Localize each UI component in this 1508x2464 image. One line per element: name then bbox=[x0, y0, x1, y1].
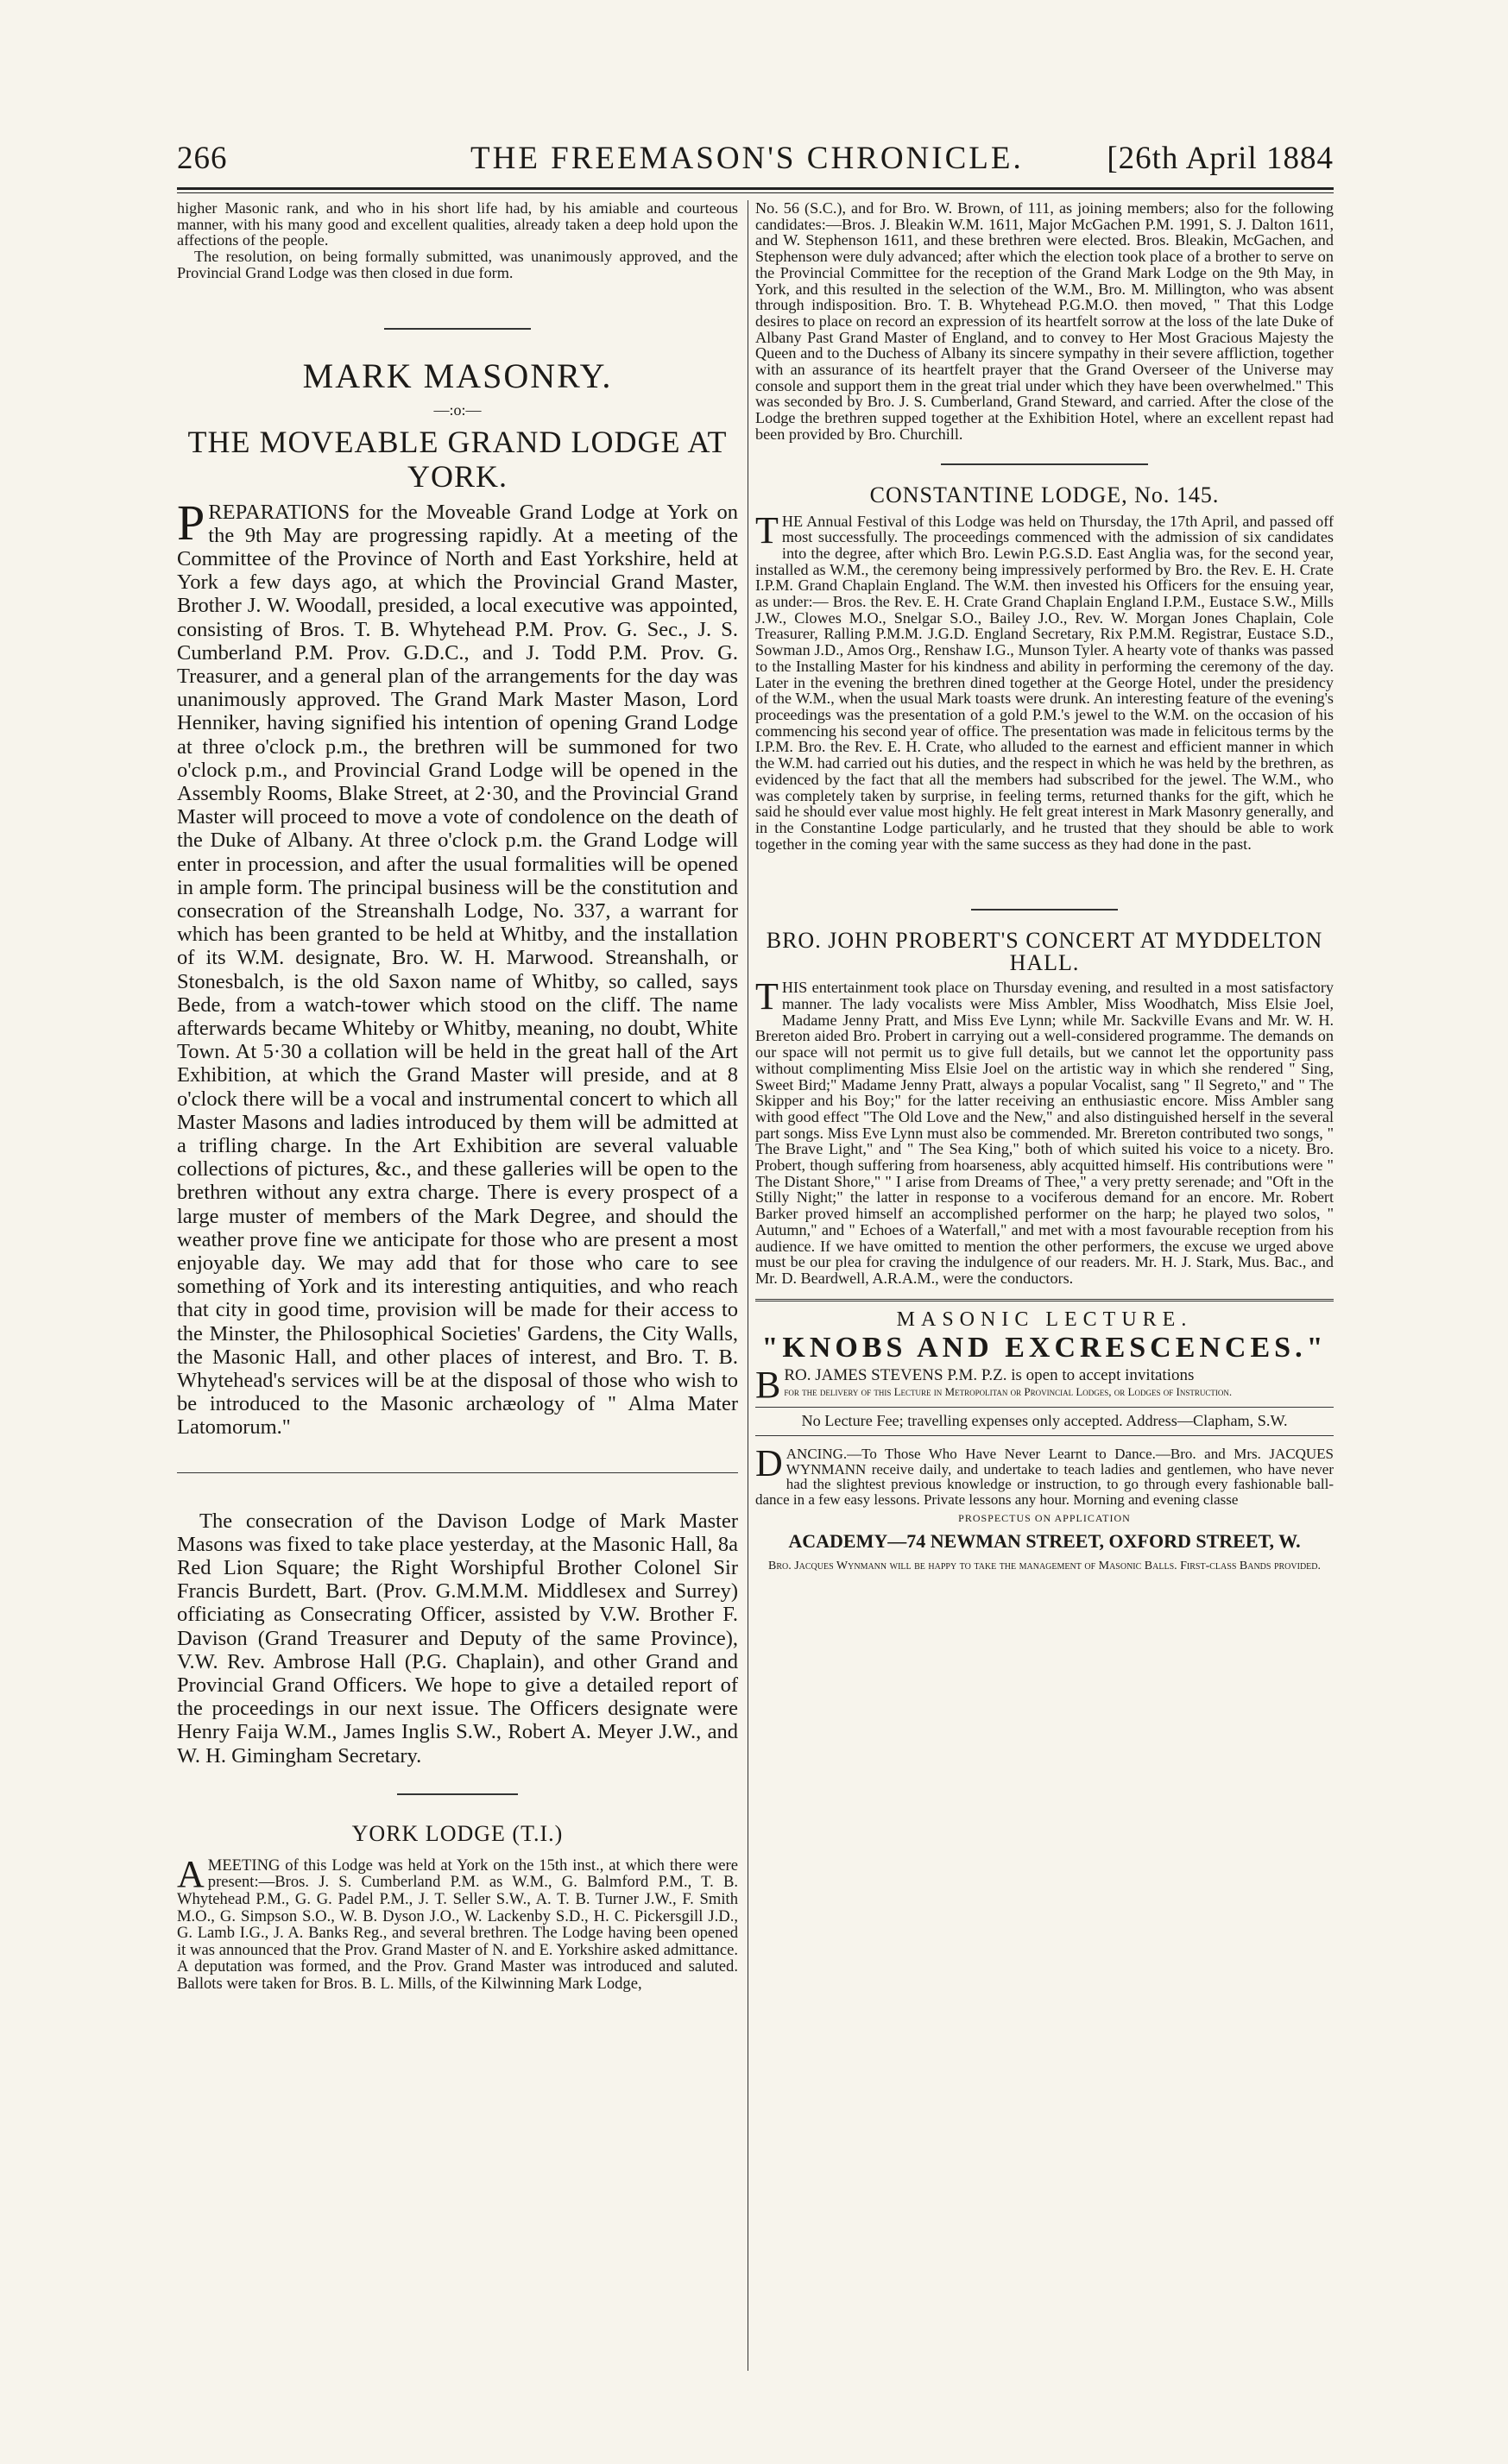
lecture-fee-note: No Lecture Fee; travelling expenses only accepted. Address—Clapham, S.W. bbox=[801, 1411, 1288, 1429]
left-column bbox=[177, 200, 738, 1993]
constantine-lodge-article: THE Annual Festival of this Lodge was held on Thursday, the 17th April, and passed off most successfully. The proceedings commenced with the admission of six candidates into the degree, after which Bro. Lewin P.G.S.D. East Anglia was, for the second year, installed as W.M., the ceremony being impressively performed by Bro. the Rev. E. H. Crate I.P.M. Grand Chaplain England. The W.M. then invested his Officers for the ensuing year, as under:— Bros. the Rev. E. H. Crate Grand Chaplain England I.P.M., Eustace S.W., Mills J.W., Clowes M.O., Snelgar S.O., Bailey J.O., Rev. W. Morgan Jones Chaplain, Cole Treasurer, Ralling P.M.M. J.G.D. England Secretary, Rix P.M.M. Registrar, Eustace S.D., Sowman J.D., Amos Org., Renshaw I.G., Munson Tyler. A hearty vote of thanks was passed to the Installing Master for his kindness and ability in performing the ceremony of the day. Later in the evening the brethren dined together at the George Hotel, under the presidency of the W.M., when the usual Mark toasts were drunk. An interesting feature of the evening's proceedings was the presentation of a gold P.M.'s jewel to the W.M. on the occasion of his commencing his second year of office. The presentation was made in felicitous terms by the I.P.M. Bro. the Rev. E. H. Crate, who alluded to the earnest and efficient manner in which the W.M. had carried out his duties, and the respect in which he was held by the brethren, as evidenced by the fact that all the members had subscribed for the jewel. The W.M., who was completely taken by surprise, in feeling terms, returned thanks for the gift, which he said he should ever value most highly. He felt great interest in Mark Masonry generally, and in the Constantine Lodge particularly, and he trusted that they should be able to work together in the coming year with the same success as they had done in the past. bbox=[755, 508, 1334, 853]
york-lodge-heading: YORK LODGE (T.I.) bbox=[351, 1820, 564, 1846]
lecture-advert: BRO. JAMES STEVENS P.M. P.Z. is open to accept invitations for the delivery of this Lecture in Metropolitan or Provincial Lodges, or Lodges of Instruction. bbox=[755, 1363, 1233, 1406]
thin-rule bbox=[755, 1407, 1334, 1408]
mark-masonry-heading: MARK MASONRY. bbox=[302, 356, 613, 395]
moveable-grand-lodge-heading: THE MOVEABLE GRAND LODGE AT YORK. bbox=[187, 424, 728, 494]
resolution-paragraph: The resolution, on being formally submitted, was unanimously approved, and the Provincial Grand Lodge was then closed in due form. bbox=[177, 248, 738, 281]
probert-concert-article: THIS entertainment took place on Thursday evening, and resulted in a most satisfactory manner. The lady vocalists were Miss Ambler, Miss Woodhatch, Miss Elsie Joel, Madame Jenny Pratt, and Miss Eve Lynn; while Mr. Sackville Evans and Mr. W. H. Brereton aided Bro. Probert in carrying out a well-considered programme. The demands on our space will not permit us to give full details, but we cannot let the opportunity pass without complimenting Miss Elsie Joel on the artistic way in which she rendered " Sing, Sweet Bird;" Madame Jenny Pratt, always a popular Vocalist, sang " Il Segreto," and " The Skipper and his Boy;" for the latter receiving an enthusiastic encore. Miss Ambler sang with good effect "The Old Love and the New," and also distinguished herself in the several part songs. Miss Eve Lynn must also be commended. Mr. Brereton contributed two songs, " The Brave Light," and " The Sea King," both of which suited his voice to a nicety. Bro. Probert, though suffering from hoarseness, ably acquitted himself. His contributions were " The Distant Shore," " I arise from Dreams of Thee," a very pretty serenade; and "Oft in the Stilly Night;" the latter in response to a vociferous demand for an encore. Mr. Robert Barker proved himself an accomplished performer on the harp; he played two solos, " Autumn," and " Echoes of a Waterfall," and met with a most favourable reception from his audience. If we have omitted to mention the other performers, the excuse we urged above must be our plea for craving the indulgence of our readers. Mr. H. J. Stark, Mus. Bac., and Mr. D. Beardwell, A.R.A.M., were the conductors. bbox=[755, 975, 1334, 1287]
dropcap-p: P bbox=[177, 494, 205, 551]
ornament: —:o:— bbox=[433, 400, 482, 419]
header-rule bbox=[177, 187, 1334, 193]
right-column bbox=[755, 200, 1334, 1573]
dropcap-t2: T bbox=[755, 975, 779, 1018]
page-header bbox=[177, 129, 1334, 185]
knobs-and-excrescences-title: "KNOBS AND EXCRESCENCES." bbox=[761, 1331, 1328, 1364]
probert-concert-heading: BRO. JOHN PROBERT'S CONCERT AT MYDDELTON HALL. bbox=[766, 928, 1323, 976]
davison-lodge-article: The consecration of the Davison Lodge of Mark Master Masons was fixed to take place yesterday, at the Masonic Hall, 8a Red Lion Square; the Right Worshipful Brother Colonel Sir Francis Burdett, Bart. (Prov. G.M.M.M. Middlesex and Surrey) officiating as Consecrating Officer, assisted by V.W. Brother F. Davison (Grand Treasurer and Deputy of the same Province), V.W. Rev. Ambrose Hall (P.G. Chaplain), and other Grand and Provincial Grand Officers. We hope to give a detailed report of the proceedings in our next issue. The Officers designate were Henry Faija W.M., James Inglis S.W., Robert A. Meyer J.W., and W. H. Gimingham Secretary. bbox=[177, 1509, 738, 1768]
york-lodge-article: AMEETING of this Lodge was held at York on the 15th inst., at which there were present:—Bros. J. S. Cumberland P.M. as W.M., G. Balmford P.M., T. B. Whytehead P.M., G. G. Padel P.M., J. T. Seller S.W., A. T. B. Turner J.W., F. Smith M.O., G. Simpson S.O., W. B. Dyson J.O., W. Lackenby S.D., H. C. Pickersgill J.D., G. Lamb I.G., J. A. Banks Reg., and several brethren. The Lodge having been opened it was announced that the Prov. Grand Master of N. and E. Yorkshire asked admittance. A deputation was formed, and the Prov. Grand Master was introduced and saluted. Ballots were taken for Bros. B. L. Mills, of the Kilwinning Mark Lodge, bbox=[177, 1852, 738, 1994]
constantine-lodge-heading: CONSTANTINE LODGE, No. 145. bbox=[869, 482, 1220, 507]
publication-title: THE FREEMASON'S CHRONICLE. bbox=[470, 141, 1024, 176]
dancing-advert: DANCING.—To Those Who Have Never Learnt to Dance.—Bro. and Mrs. JACQUES WYNMANN receive daily, and undertake to teach ladies and gentlemen, who have never had the slightest previous knowledge or instruction, to go through every fashionable ball-dance in a few easy lessons. Private lessons any hour. Morning and evening classe bbox=[755, 1442, 1334, 1508]
prospectus-line: PROSPECTUS ON APPLICATION bbox=[958, 1512, 1131, 1525]
dropcap-a: A bbox=[177, 1852, 205, 1895]
masonic-lecture-title: MASONIC LECTURE. bbox=[896, 1308, 1193, 1331]
academy-address: ACADEMY—74 NEWMAN STREET, OXFORD STREET, W. bbox=[788, 1530, 1301, 1553]
moveable-grand-lodge-article: PREPARATIONS for the Moveable Grand Lodge at York on the 9th May are progressing rapidly. At a meeting of the Committee of the Province of North and East Yorkshire, held at York a few days ago, at which the Provincial Grand Master, Brother J. W. Woodall, presided, a local executive was appointed, consisting of Bros. T. B. Whytehead P.M. Prov. G. Sec., J. S. Cumberland P.M. Prov. G.D.C., and J. Todd P.M. Prov. G. Treasurer, and a general plan of the arrangements for the day was unanimously approved. The Grand Mark Master Mason, Lord Henniker, having signified his intention of opening Grand Lodge at three o'clock p.m., the brethren will be summoned for two o'clock p.m., and Provincial Grand Lodge will be opened in the Assembly Rooms, Blake Street, at 2·30, and the Provincial Grand Master will proceed to move a vote of condolence on the death of the Duke of Albany. At three o'clock p.m. the Grand Lodge will enter in procession, and after the usual formalities will be opened in ample form. The principal business will be the constitution and consecration of the Streanshalh Lodge, No. 337, a warrant for which has been granted to be held at Whitby, and the installation of its W.M. designate, Bro. W. H. Marwood. Streanshalh, or Stonesbalch, is the old Saxon name of Whitby, so called, says Bede, from a watch-tower which stood on the cliff. The name afterwards became Whiteby or Whitby, meaning, no doubt, White Town. At 5·30 a collation will be held in the great hall of the Art Exhibition, at which the Grand Master will preside, and at 8 o'clock there will be a vocal and instrumental concert to which all Master Masons and ladies introduced by them will be admitted at a trifling charge. In the Art Exhibition are several valuable collections of pictures, &c., and these galleries will be open to the brethren without any extra charge. There is every prospect of a large muster of members of the Mark Degree, and should the weather prove fine we anticipate for those who are present a most enjoyable day. We may add that for those who care to see something of York and its interesting antiquities, and who reach that city in good time, provision will be made for their access to the Minster, the Philosophical Societies' Gardens, the City Walls, the Masonic Hall, and other places of interest, and Bro. T. B. Whytehead's services will be at the disposal of those who wish to be introduced to the Masonic archæology of " Alma Mater Latomorum." bbox=[177, 494, 738, 1440]
dropcap-b: B bbox=[755, 1363, 781, 1406]
dropcap-t: T bbox=[755, 508, 779, 551]
page-number: 266 bbox=[177, 141, 228, 176]
issue-date: [26th April 1884 bbox=[1107, 141, 1334, 176]
york-lodge-continued: No. 56 (S.C.), and for Bro. W. Brown, of 111, as joining members; also for the following candidates:—Bros. J. Bleakin W.M. 1611, Major McGachen P.M. 1991, S. J. Dalton 1611, and W. Stephenson 1611, and these brethren were elected. Bros. Bleakin, McGachen, and Stephenson were duly advanced; after which the election took place of a brother to serve on the Provincial Committee for the reception of the Grand Mark Lodge on the 9th May, in York, and this resulted in the selection of the W.M., Bro. M. Millington, who was absent through indisposition. Bro. T. B. Whytehead P.G.M.O. then moved, " That this Lodge desires to place on record an expression of its heartfelt sorrow at the loss of the late Duke of Albany Past Grand Master of England, and to convey to Her Most Gracious Majesty the Queen and to the Duchess of Albany its sincere sympathy in their severe affliction, together with an assurance of its heartfelt prayer that the Grand Overseer of the Universe may console and support them in the great trial under which they have been overwhelmed." This was seconded by Bro. J. S. Cumberland, Grand Steward, and carried. After the close of the Lodge the brethren supped together at the Exhibition Hotel, where an excellent repast had been provided by Bro. Churchill. bbox=[755, 199, 1334, 443]
continued-paragraph: higher Masonic rank, and who in his short life had, by his amiable and courteous manner, with his many good and excellent qualities, already taken a deep hold upon the affections of the people. bbox=[177, 199, 738, 249]
dancing-footer: Bro. Jacques Wynmann will be happy to take the management of Masonic Balls. First-class Bands provided. bbox=[767, 1560, 1322, 1573]
dropcap-d: D bbox=[755, 1442, 783, 1485]
